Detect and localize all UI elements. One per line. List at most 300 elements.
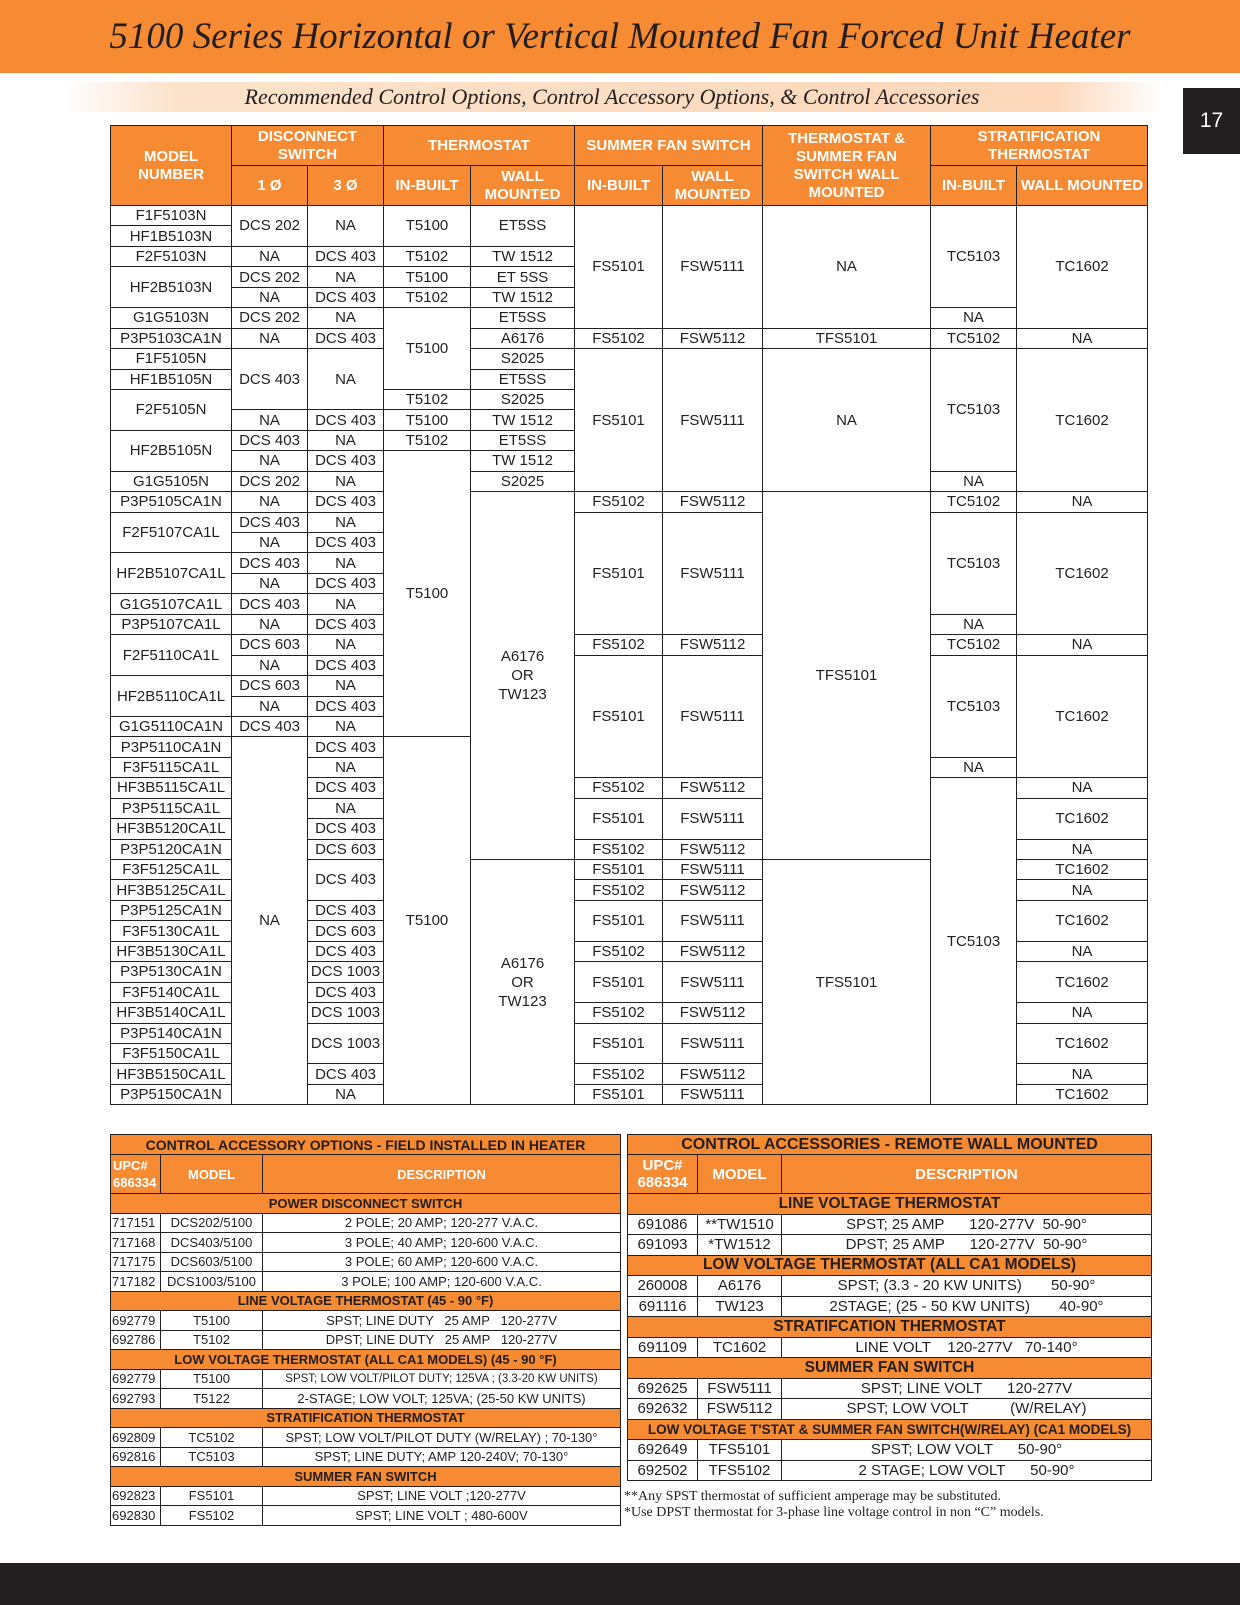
disc-3ph-cell: DCS 403 [308,533,384,553]
cell-upc: 260008 [628,1276,698,1297]
tstat-inbuilt-cell: T5100 [384,206,471,247]
header-thermostat-summer-fan: THERMOSTAT & SUMMER FAN SWITCH WALL MOUNTED [763,126,931,206]
tfs-wall-cell: TFS5101 [763,860,931,1105]
cell-desc: 2STAGE; (25 - 50 KW UNITS) 40-90° [782,1296,1152,1317]
disc-1ph-cell: DCS 202 [232,471,308,491]
disc-3ph-cell: NA [308,553,384,573]
model-cell: HF2B5110CA1L [111,676,232,717]
section-title: STRATIFICATION THERMOSTAT [111,1408,621,1428]
disc-1ph-cell: NA [232,410,308,430]
model-cell: F3F5130CA1L [111,921,232,941]
strat-wall-cell: TC1602 [1017,1084,1148,1104]
fan-inbuilt-cell: FS5102 [575,839,663,859]
cell-desc: LINE VOLT 120-277V 70-140° [782,1337,1152,1358]
page-subtitle: Recommended Control Options, Control Accessory Options, & Control Accessories [244,84,980,109]
disc-3ph-cell: DCS 403 [308,982,384,1002]
page-title: 5100 Series Horizontal or Vertical Mounted Fan Forced Unit Heater [109,16,1131,57]
disc-3ph-cell: NA [308,512,384,532]
fan-wall-cell: FSW5111 [663,512,763,635]
section-header [111,1467,621,1487]
table-row [111,512,1148,532]
model-cell: F2F5103N [111,246,232,266]
disc-1ph-cell: DCS 603 [232,676,308,696]
cell-model: TC5103 [161,1447,263,1467]
wall-accessories-table [627,1134,1152,1481]
disc-3ph-cell: NA [308,676,384,696]
disc-1ph-cell: NA [232,696,308,716]
disc-1ph-cell: DCS 202 [232,206,308,247]
table-row [111,1389,621,1409]
cell-upc: 717182 [111,1272,161,1292]
fan-wall-cell: FSW5112 [663,492,763,512]
strat-wall-cell: NA [1017,778,1148,798]
tstat-wall-cell: S2025 [471,349,575,369]
model-cell: F3F5115CA1L [111,757,232,777]
model-cell: G1G5110CA1N [111,716,232,736]
tstat-inbuilt-cell: T5100 [384,737,471,1105]
disc-1ph-cell: NA [232,655,308,675]
fan-wall-cell: FSW5112 [663,839,763,859]
fan-wall-cell: FSW5111 [663,349,763,492]
tstat-wall-cell: A6176 [471,328,575,348]
tstat-inbuilt-cell: T5100 [384,451,471,737]
section-header [628,1358,1152,1379]
fan-wall-cell: FSW5111 [663,1023,763,1064]
table-row [628,1460,1152,1481]
disc-1ph-cell: DCS 403 [232,553,308,573]
tstat-inbuilt-cell: T5102 [384,287,471,307]
disc-1ph-cell: DCS 202 [232,308,308,328]
table-row [111,1330,621,1350]
table-row [111,206,1148,226]
cell-desc: SPST; LOW VOLT/PILOT DUTY (W/RELAY) ; 70-130° [263,1428,621,1448]
tstat-inbuilt-cell: T5102 [384,246,471,266]
cell-model: FS5102 [161,1506,263,1526]
cell-model: T5100 [161,1369,263,1389]
tfs-wall-cell: NA [763,349,931,492]
footnote: *Use DPST thermostat for 3-phase line voltage control in non “C” models. [624,1505,1044,1520]
disc-3ph-cell: NA [308,594,384,614]
section-header [111,1408,621,1428]
control-options-body [111,206,1148,1105]
table-row [111,1233,621,1253]
model-cell: F3F5140CA1L [111,982,232,1002]
disc-1ph-cell: NA [232,287,308,307]
cell-model: **TW1510 [698,1214,782,1235]
cell-upc: 691093 [628,1235,698,1256]
model-cell: F1F5103N [111,206,232,226]
strat-inbuilt-cell: NA [931,308,1017,328]
strat-wall-cell: NA [1017,635,1148,655]
disc-3ph-cell: DCS 403 [308,655,384,675]
tstat-wall-cell: A6176 OR TW123 [471,860,575,1105]
tfs-wall-cell: TFS5101 [763,328,931,348]
model-cell: F2F5105N [111,389,232,430]
strat-wall-cell: NA [1017,941,1148,961]
section-title: LINE VOLTAGE THERMOSTAT (45 - 90 °F) [111,1291,621,1311]
model-cell: P3P5115CA1L [111,798,232,818]
cell-upc: 692779 [111,1369,161,1389]
disc-3ph-cell: NA [308,430,384,450]
model-cell: P3P5110CA1N [111,737,232,757]
fan-inbuilt-cell: FS5101 [575,349,663,492]
fan-inbuilt-cell: FS5101 [575,962,663,1003]
cell-desc: SPST; LINE DUTY; AMP 120-240V; 70-130° [263,1447,621,1467]
cell-upc: 692809 [111,1428,161,1448]
table-row [111,328,1148,348]
table-row [111,1213,621,1233]
strat-wall-cell: NA [1017,880,1148,900]
fan-wall-cell: FSW5111 [663,206,763,329]
table-row [628,1399,1152,1420]
model-cell: F3F5150CA1L [111,1043,232,1063]
tstat-wall-cell: ET5SS [471,308,575,328]
disc-3ph-cell: DCS 403 [308,492,384,512]
strat-inbuilt-cell: NA [931,757,1017,777]
model-cell: HF3B5150CA1L [111,1064,232,1084]
col-upc: UPC# 686334 [628,1155,698,1194]
strat-inbuilt-cell: TC5102 [931,328,1017,348]
table-row [111,1486,621,1506]
header-strat-inbuilt: IN-BUILT [931,166,1017,206]
section-header [628,1317,1152,1338]
disc-1ph-cell: NA [232,737,308,1105]
model-cell: F3F5125CA1L [111,860,232,880]
cell-model: DCS603/5100 [161,1252,263,1272]
fan-inbuilt-cell: FS5101 [575,206,663,329]
fan-wall-cell: FSW5112 [663,778,763,798]
fan-inbuilt-cell: FS5101 [575,900,663,941]
strat-inbuilt-cell: TC5103 [931,655,1017,757]
cell-upc: 692625 [628,1378,698,1399]
subtitle-bar [62,82,1162,112]
disc-3ph-cell: NA [308,308,384,328]
disc-3ph-cell: NA [308,1084,384,1104]
model-cell: HF1B5103N [111,226,232,246]
col-model: MODEL [161,1155,263,1194]
disc-1ph-cell: DCS 403 [232,716,308,736]
cell-model: A6176 [698,1276,782,1297]
table-row [111,635,1148,655]
disc-1ph-cell: NA [232,328,308,348]
strat-wall-cell: TC1602 [1017,349,1148,492]
cell-desc: 2-STAGE; LOW VOLT; 125VA; (25-50 KW UNITS) [263,1389,621,1409]
header-summer-fan-switch: SUMMER FAN SWITCH [575,126,763,166]
table-row [111,1369,621,1389]
disc-3ph-cell: DCS 403 [308,614,384,634]
disc-1ph-cell: DCS 403 [232,349,308,410]
model-cell: P3P5105CA1N [111,492,232,512]
footnote: **Any SPST thermostat of sufficient amperage may be substituted. [624,1489,1002,1504]
disc-3ph-cell: DCS 403 [308,410,384,430]
bottom-bar [0,1563,1240,1605]
cell-desc: SPST; LOW VOLT 50-90° [782,1440,1152,1461]
strat-wall-cell: NA [1017,492,1148,512]
tstat-wall-cell: ET5SS [471,369,575,389]
tstat-wall-cell: ET5SS [471,430,575,450]
disc-3ph-cell: DCS 403 [308,287,384,307]
header-tstat-wall: WALL MOUNTED [471,166,575,206]
disc-3ph-cell: DCS 403 [308,696,384,716]
strat-inbuilt-cell: NA [931,471,1017,491]
model-cell: HF1B5105N [111,369,232,389]
model-cell: P3P5140CA1N [111,1023,232,1043]
disc-3ph-cell: DCS 403 [308,328,384,348]
cell-desc: 3 POLE; 40 AMP; 120-600 V.A.C. [263,1233,621,1253]
tstat-wall-cell: TW 1512 [471,287,575,307]
model-cell: P3P5125CA1N [111,900,232,920]
strat-inbuilt-cell: NA [931,614,1017,634]
tstat-inbuilt-cell: T5102 [384,430,471,450]
header-fan-inbuilt: IN-BUILT [575,166,663,206]
model-cell: P3P5130CA1N [111,962,232,982]
cell-model: DCS202/5100 [161,1213,263,1233]
cell-model: T5102 [161,1330,263,1350]
cell-upc: 692779 [111,1311,161,1331]
disc-3ph-cell: NA [308,471,384,491]
disc-1ph-cell: NA [232,573,308,593]
tfs-wall-cell: NA [763,206,931,329]
disc-1ph-cell: NA [232,533,308,553]
model-cell: P3P5150CA1N [111,1084,232,1104]
table-row [111,1428,621,1448]
header-disconnect-switch: DISCONNECT SWITCH [232,126,384,166]
tstat-wall-cell: S2025 [471,389,575,409]
strat-inbuilt-cell: TC5103 [931,349,1017,472]
wall-accessories-title: CONTROL ACCESSORIES - REMOTE WALL MOUNTED [628,1135,1152,1155]
strat-wall-cell: NA [1017,839,1148,859]
model-cell: G1G5103N [111,308,232,328]
section-title: SUMMER FAN SWITCH [628,1358,1152,1379]
cell-model: TC1602 [698,1337,782,1358]
tfs-wall-cell: TFS5101 [763,492,931,860]
fan-inbuilt-cell: FS5101 [575,798,663,839]
section-header [111,1291,621,1311]
cell-upc: 717151 [111,1213,161,1233]
tstat-wall-cell: S2025 [471,471,575,491]
fan-wall-cell: FSW5111 [663,900,763,941]
section-title: LINE VOLTAGE THERMOSTAT [628,1194,1152,1215]
cell-model: TW123 [698,1296,782,1317]
model-cell: HF3B5140CA1L [111,1003,232,1023]
fan-inbuilt-cell: FS5101 [575,512,663,635]
disc-3ph-cell: DCS 403 [308,941,384,961]
disc-3ph-cell: DCS 1003 [308,1023,384,1064]
model-cell: F2F5107CA1L [111,512,232,553]
disc-3ph-cell: NA [308,798,384,818]
disc-1ph-cell: DCS 403 [232,430,308,450]
strat-inbuilt-cell: TC5102 [931,492,1017,512]
header-model-number: MODEL NUMBER [111,126,232,206]
cell-model: T5122 [161,1389,263,1409]
fan-inbuilt-cell: FS5101 [575,1023,663,1064]
table-row [628,1440,1152,1461]
col-upc: UPC# 686334 [111,1155,161,1194]
fan-wall-cell: FSW5112 [663,1064,763,1084]
fan-inbuilt-cell: FS5102 [575,1064,663,1084]
cell-model: FS5101 [161,1486,263,1506]
cell-desc: 3 POLE; 60 AMP; 120-600 V.A.C. [263,1252,621,1272]
model-cell: F1F5105N [111,349,232,369]
fan-wall-cell: FSW5112 [663,328,763,348]
header-stratification: STRATIFICATION THERMOSTAT [931,126,1148,166]
fan-wall-cell: FSW5112 [663,880,763,900]
col-description: DESCRIPTION [782,1155,1152,1194]
disc-1ph-cell: NA [232,614,308,634]
fan-wall-cell: FSW5111 [663,860,763,880]
strat-wall-cell: TC1602 [1017,798,1148,839]
strat-wall-cell: NA [1017,1003,1148,1023]
cell-desc: 2 STAGE; LOW VOLT 50-90° [782,1460,1152,1481]
table-row [111,1252,621,1272]
fan-wall-cell: FSW5111 [663,655,763,778]
table-row [628,1214,1152,1235]
section-title: POWER DISCONNECT SWITCH [111,1194,621,1214]
model-cell: HF3B5120CA1L [111,819,232,839]
section-header [628,1255,1152,1276]
col-model: MODEL [698,1155,782,1194]
disc-3ph-cell: NA [308,716,384,736]
strat-inbuilt-cell: TC5103 [931,512,1017,614]
cell-upc: 692502 [628,1460,698,1481]
tstat-wall-cell: TW 1512 [471,246,575,266]
fan-inbuilt-cell: FS5102 [575,880,663,900]
cell-desc: DPST; LINE DUTY 25 AMP 120-277V [263,1330,621,1350]
cell-upc: 717168 [111,1233,161,1253]
cell-upc: 692823 [111,1486,161,1506]
accessory-options-table [110,1134,621,1526]
accessory-options-body [111,1194,621,1526]
header-fan-wall: WALL MOUNTED [663,166,763,206]
disc-1ph-cell: NA [232,451,308,471]
strat-wall-cell: NA [1017,328,1148,348]
fan-wall-cell: FSW5111 [663,798,763,839]
section-title: STRATIFCATION THERMOSTAT [628,1317,1152,1338]
accessory-options-title: CONTROL ACCESSORY OPTIONS - FIELD INSTALLED IN HEATER [111,1135,621,1155]
cell-upc: 692816 [111,1447,161,1467]
table-row [628,1296,1152,1317]
disc-1ph-cell: DCS 603 [232,635,308,655]
model-cell: HF3B5125CA1L [111,880,232,900]
cell-model: TFS5102 [698,1460,782,1481]
table-row [111,655,1148,675]
section-title: SUMMER FAN SWITCH [111,1467,621,1487]
strat-inbuilt-cell: TC5103 [931,778,1017,1105]
section-header [628,1194,1152,1215]
model-cell: HF2B5105N [111,430,232,471]
section-header [111,1350,621,1370]
disc-3ph-cell: DCS 1003 [308,962,384,982]
strat-inbuilt-cell: TC5102 [931,635,1017,655]
fan-wall-cell: FSW5111 [663,962,763,1003]
strat-wall-cell: TC1602 [1017,655,1148,778]
section-title: LOW VOLTAGE THERMOSTAT (ALL CA1 MODELS) (45 - 90 °F) [111,1350,621,1370]
model-cell: P3P5107CA1L [111,614,232,634]
fan-wall-cell: FSW5112 [663,1003,763,1023]
cell-model: FSW5112 [698,1399,782,1420]
model-cell: HF3B5115CA1L [111,778,232,798]
cell-model: *TW1512 [698,1235,782,1256]
cell-upc: 692632 [628,1399,698,1420]
disc-3ph-cell: NA [308,349,384,410]
disc-3ph-cell: DCS 1003 [308,1003,384,1023]
cell-upc: 691086 [628,1214,698,1235]
tstat-wall-cell: TW 1512 [471,410,575,430]
strat-wall-cell: NA [1017,1064,1148,1084]
model-cell: F2F5110CA1L [111,635,232,676]
tstat-wall-cell: ET 5SS [471,267,575,287]
fan-wall-cell: FSW5112 [663,941,763,961]
cell-model: TC5102 [161,1428,263,1448]
section-title: LOW VOLTAGE T'STAT & SUMMER FAN SWITCH(W/RELAY) (CA1 MODELS) [628,1419,1152,1440]
table-row [111,1311,621,1331]
cell-desc: SPST; (3.3 - 20 KW UNITS) 50-90° [782,1276,1152,1297]
strat-wall-cell: TC1602 [1017,206,1148,329]
model-cell: HF2B5103N [111,267,232,308]
section-header [628,1419,1152,1440]
cell-upc: 691116 [628,1296,698,1317]
disc-1ph-cell: DCS 403 [232,594,308,614]
tstat-wall-cell: A6176 OR TW123 [471,492,575,860]
page-number: 17 [1183,88,1240,154]
disc-3ph-cell: DCS 403 [308,246,384,266]
cell-desc: 3 POLE; 100 AMP; 120-600 V.A.C. [263,1272,621,1292]
strat-wall-cell: TC1602 [1017,512,1148,635]
fan-inbuilt-cell: FS5102 [575,941,663,961]
disc-3ph-cell: NA [308,635,384,655]
disc-3ph-cell: DCS 603 [308,839,384,859]
title-bar [0,0,1240,73]
disc-3ph-cell: DCS 403 [308,778,384,798]
section-title: LOW VOLTAGE THERMOSTAT (ALL CA1 MODELS) [628,1255,1152,1276]
strat-inbuilt-cell: TC5103 [931,206,1017,308]
disc-1ph-cell: NA [232,246,308,266]
section-header [111,1194,621,1214]
strat-wall-cell: TC1602 [1017,962,1148,1003]
fan-wall-cell: FSW5111 [663,1084,763,1104]
fan-wall-cell: FSW5112 [663,635,763,655]
cell-upc: 692786 [111,1330,161,1350]
tstat-inbuilt-cell: T5102 [384,389,471,409]
header-3-phase: 3 Ø [308,166,384,206]
disc-3ph-cell: NA [308,267,384,287]
table-row [628,1378,1152,1399]
fan-inbuilt-cell: FS5102 [575,492,663,512]
cell-desc: SPST; LOW VOLT (W/RELAY) [782,1399,1152,1420]
disc-1ph-cell: NA [232,492,308,512]
fan-inbuilt-cell: FS5101 [575,1084,663,1104]
disc-1ph-cell: DCS 403 [232,512,308,532]
fan-inbuilt-cell: FS5102 [575,1003,663,1023]
table-row [628,1235,1152,1256]
cell-upc: 692649 [628,1440,698,1461]
cell-upc: 691109 [628,1337,698,1358]
tstat-inbuilt-cell: T5100 [384,410,471,430]
cell-model: FSW5111 [698,1378,782,1399]
cell-desc: SPST; LINE VOLT ;120-277V [263,1486,621,1506]
disc-3ph-cell: DCS 403 [308,1064,384,1084]
table-row [111,1272,621,1292]
tstat-wall-cell: TW 1512 [471,451,575,471]
cell-desc: SPST; LINE DUTY 25 AMP 120-277V [263,1311,621,1331]
fan-inbuilt-cell: FS5101 [575,860,663,880]
fan-inbuilt-cell: FS5101 [575,655,663,778]
cell-desc: SPST; LOW VOLT/PILOT DUTY; 125VA ; (3.3-20 KW UNITS) [263,1369,621,1389]
header-strat-wall: WALL MOUNTED [1017,166,1148,206]
strat-wall-cell: TC1602 [1017,1023,1148,1064]
disc-3ph-cell: DCS 403 [308,737,384,757]
fan-inbuilt-cell: FS5102 [575,778,663,798]
